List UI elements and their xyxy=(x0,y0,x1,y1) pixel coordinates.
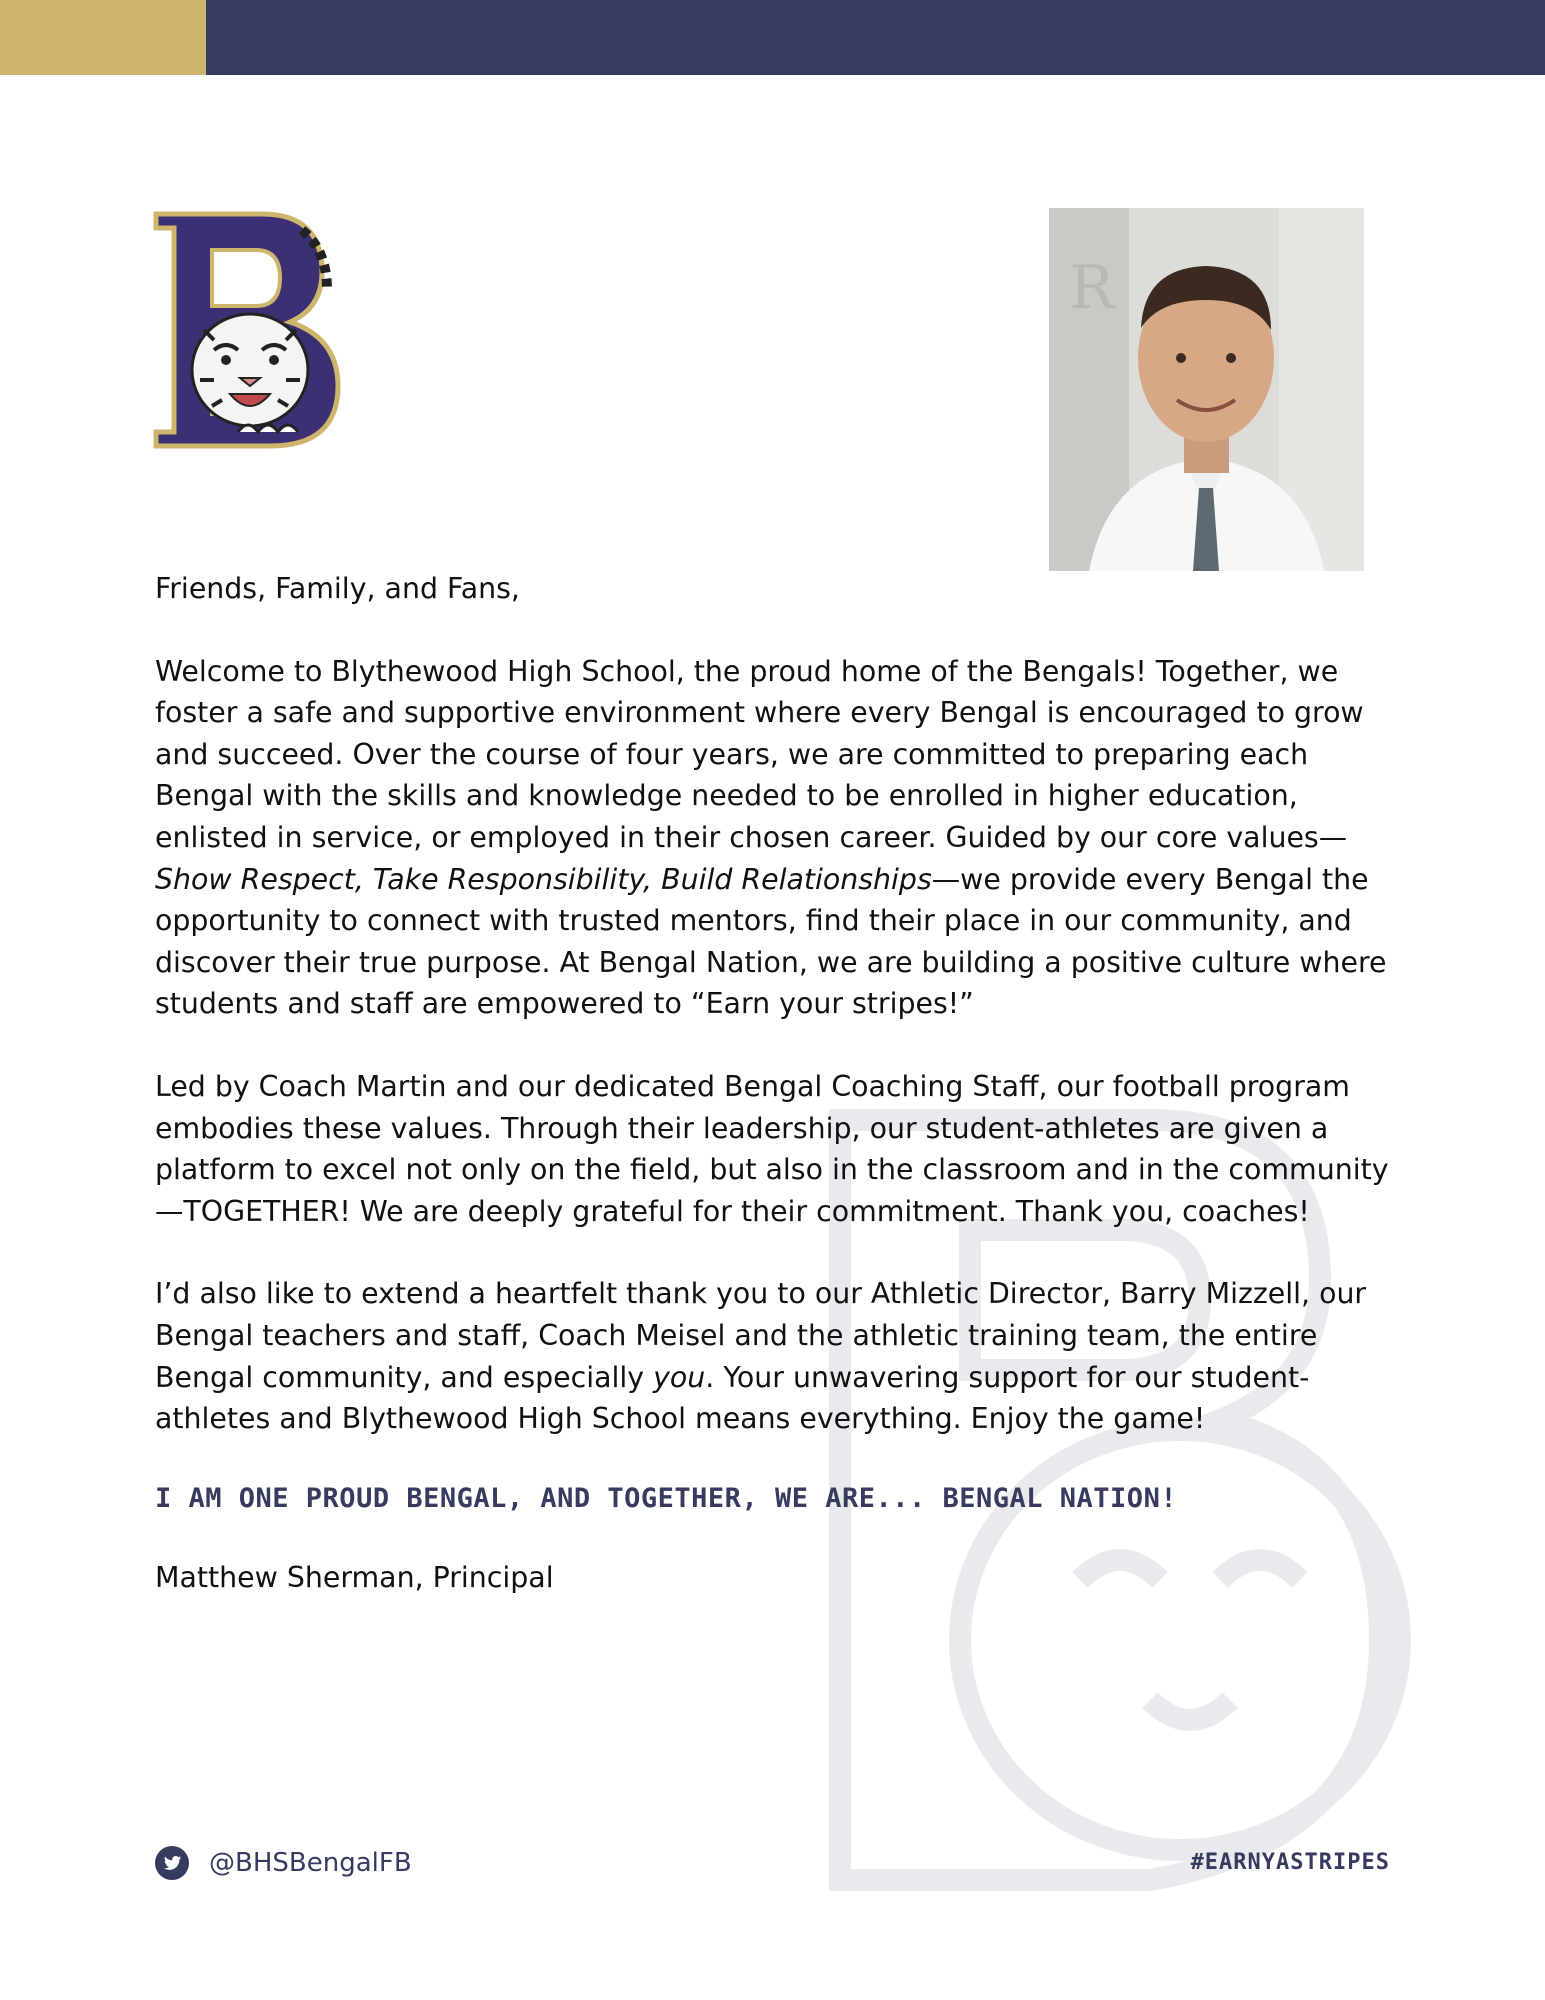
letter-paragraph-2: Led by Coach Martin and our dedicated Bengal Coaching Staff, our football program embodies these values. Through their leadership, our student-athletes are given a platform to excel not only on the field, but also in the classroom and in the community—TOGETHER! We are deeply grateful for their commitment. Thank you, coaches! xyxy=(155,1069,1389,1228)
bengal-nation-motto: I AM ONE PROUD BENGAL, AND TOGETHER, WE ARE... BENGAL NATION! xyxy=(155,1482,1178,1514)
greeting: Friends, Family, and Fans, xyxy=(155,572,520,605)
paragraph-1-text-b: —we provide every Bengal the opportunity to connect with trusted mentors, find their place in our community, and discover their true purpose. At Bengal Nation, we are building a positive culture where students and staff are empowered to “Earn your stripes!” xyxy=(155,862,1387,1021)
twitter-handle: @BHSBengalFB xyxy=(209,1848,412,1878)
paragraph-3-text-b: . Your unwavering support for our student-athletes and Blythewood High School means everything. Enjoy the game! xyxy=(155,1360,1310,1436)
hashtag: #EARNYASTRIPES xyxy=(1190,1850,1390,1875)
signature: Matthew Sherman, Principal xyxy=(155,1561,554,1595)
principal-letter xyxy=(155,568,1405,1599)
top-banner-gold-block xyxy=(0,0,206,75)
top-banner xyxy=(0,0,1545,75)
emphasis-you: you xyxy=(653,1360,706,1394)
twitter-icon xyxy=(155,1846,189,1880)
core-values: Show Respect, Take Responsibility, Build Relationships xyxy=(155,862,932,896)
paragraph-3-text-a: I’d also like to extend a heartfelt thank you to our Athletic Director, Barry Mizzell, our Bengal teachers and staff, Coach Meisel and the athletic training team, the entire Bengal community, and especially xyxy=(155,1277,1367,1394)
paragraph-1-text-a: Welcome to Blythewood High School, the proud home of the Bengals! Together, we foster a safe and supportive environment where every Bengal is encouraged to grow and succeed. Over the course of four years, we are committed to preparing each Bengal with the skills and knowledge needed to be enrolled in higher education, enlisted in service, or employed in their chosen career. Guided by our core values— xyxy=(155,654,1364,854)
letter-paragraph-3 xyxy=(155,1273,1405,1439)
twitter-link[interactable] xyxy=(155,1845,412,1881)
svg-text:R: R xyxy=(1069,253,1115,323)
letter-paragraph-1 xyxy=(155,651,1405,1025)
bengal-b-tiger-logo xyxy=(152,210,362,450)
principal-portrait xyxy=(1049,208,1364,571)
